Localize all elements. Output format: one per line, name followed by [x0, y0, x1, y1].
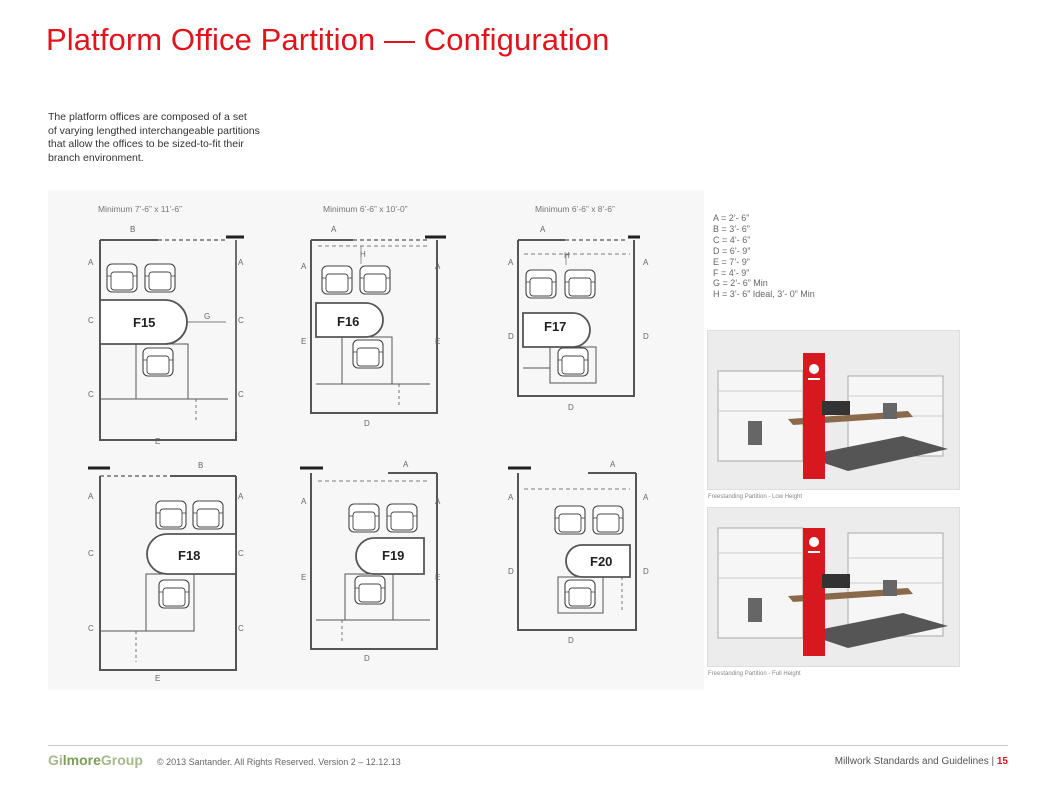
intro-line: that allow the offices to be sized-to-fit their: [48, 138, 244, 151]
plan-f17: [508, 204, 649, 412]
document-title: Millwork Standards and Guidelines |: [834, 756, 997, 767]
dim-label: A: [238, 492, 244, 501]
page-number: 15: [996, 756, 1008, 767]
guest-chair: [526, 270, 556, 298]
office-label: F18: [178, 548, 201, 563]
dim-label: C: [88, 549, 94, 558]
dim-label: H: [564, 251, 570, 260]
desk-chair: [143, 348, 173, 376]
dim-label: A: [435, 262, 441, 271]
dim-label: A: [301, 497, 307, 506]
office-label: F20: [590, 554, 613, 569]
plan-f19: [300, 460, 441, 663]
dim-label: C: [88, 624, 94, 633]
dim-label: B: [130, 225, 136, 234]
dim-label: E: [435, 573, 441, 582]
logo-text: Group: [100, 752, 143, 768]
dim-label: E: [435, 337, 441, 346]
dim-label: H: [360, 250, 366, 259]
dim-label: E: [155, 674, 161, 683]
plan-f16-caption: Minimum 6’-6” x 10’-0”: [323, 204, 408, 214]
desk-chair: [355, 576, 385, 604]
dim-label: D: [508, 567, 514, 576]
guest-chair: [322, 266, 352, 294]
guest-chair: [555, 506, 585, 534]
dimension-item: D = 6’- 9”: [713, 245, 751, 256]
dim-label: G: [204, 312, 211, 321]
intro-paragraph: [48, 111, 308, 165]
dim-label: A: [238, 258, 244, 267]
desk-chair: [565, 580, 595, 608]
dim-label: A: [610, 460, 616, 469]
plan-f17-caption: Minimum 6’-6” x 8’-6”: [535, 204, 615, 214]
floor-plans-drawing: [48, 190, 704, 690]
dim-label: A: [301, 262, 307, 271]
dimension-item: E = 7’- 9”: [713, 256, 750, 267]
plan-f16: [301, 204, 446, 428]
guest-chair: [593, 506, 623, 534]
desk-chair: [353, 340, 383, 368]
footer-divider: [48, 745, 1008, 746]
dim-label: E: [301, 337, 307, 346]
dim-label: A: [403, 460, 409, 469]
logo-text: Gi: [48, 752, 63, 768]
dim-label: A: [331, 225, 337, 234]
office-label: F16: [337, 314, 360, 329]
guest-chair: [193, 501, 223, 529]
dim-label: D: [364, 654, 370, 663]
dim-label: E: [155, 437, 161, 446]
intro-line: branch environment.: [48, 151, 144, 164]
dim-label: D: [364, 419, 370, 428]
plan-f20: [508, 460, 649, 645]
dim-label: A: [508, 493, 514, 502]
desk-chair: [558, 348, 588, 376]
plan-f15: [88, 204, 244, 446]
dimension-item: F = 4’- 9”: [713, 267, 750, 278]
photo-caption: Freestanding Partition - Low Height: [708, 494, 803, 500]
dim-label: A: [540, 225, 546, 234]
dim-label: A: [88, 492, 94, 501]
full-height-partition-photo: [707, 507, 960, 667]
dim-label: C: [238, 549, 244, 558]
dim-label: D: [643, 567, 649, 576]
dim-label: A: [643, 258, 649, 267]
page-title: Platform Office Partition — Configuration: [46, 22, 610, 57]
dim-label: E: [301, 573, 307, 582]
dim-label: D: [568, 403, 574, 412]
office-label: F17: [544, 319, 567, 334]
guest-chair: [387, 504, 417, 532]
dim-label: B: [198, 461, 204, 470]
dim-label: C: [88, 390, 94, 399]
intro-line: The platform offices are composed of a set: [48, 111, 247, 123]
logo-text: lmore: [62, 752, 101, 768]
guest-chair: [156, 501, 186, 529]
dim-label: D: [508, 332, 514, 341]
dim-label: D: [568, 636, 574, 645]
dimension-legend: [713, 213, 815, 300]
dim-label: C: [238, 316, 244, 325]
photo-caption: Freestanding Partition - Full Height: [708, 671, 801, 677]
dim-label: A: [88, 258, 94, 267]
dimension-item: A = 2’- 6”: [713, 213, 750, 223]
dim-label: D: [643, 332, 649, 341]
guest-chair: [349, 504, 379, 532]
plan-f15-caption: Minimum 7’-6” x 11’-6”: [98, 204, 182, 214]
dim-label: A: [435, 497, 441, 506]
dim-label: A: [508, 258, 514, 267]
dimension-item: H = 3’- 6” Ideal, 3’- 0” Min: [713, 289, 815, 300]
plan-f18: [88, 461, 244, 683]
dim-label: C: [238, 390, 244, 399]
dim-label: A: [643, 493, 649, 502]
dimension-item: B = 3’- 6”: [713, 223, 750, 234]
office-label: F15: [133, 315, 156, 330]
guest-chair: [565, 270, 595, 298]
intro-line: of varying lengthed interchangeable partitions: [48, 124, 260, 137]
guest-chair: [360, 266, 390, 294]
desk-chair: [159, 580, 189, 608]
floor-plans-panel: [48, 190, 704, 690]
dim-label: C: [88, 316, 94, 325]
gilmore-group-logo: [48, 752, 143, 768]
dim-label: C: [238, 624, 244, 633]
guest-chair: [145, 264, 175, 292]
document-name: [835, 756, 1008, 767]
office-label: F19: [382, 548, 405, 563]
dimension-item: G = 2’- 6” Min: [713, 278, 768, 289]
dimension-item: C = 4’- 6”: [713, 234, 751, 245]
copyright-text: © 2013 Santander. All Rights Reserved. Version 2 – 12.12.13: [157, 757, 401, 767]
guest-chair: [107, 264, 137, 292]
low-height-partition-photo: [707, 330, 960, 490]
